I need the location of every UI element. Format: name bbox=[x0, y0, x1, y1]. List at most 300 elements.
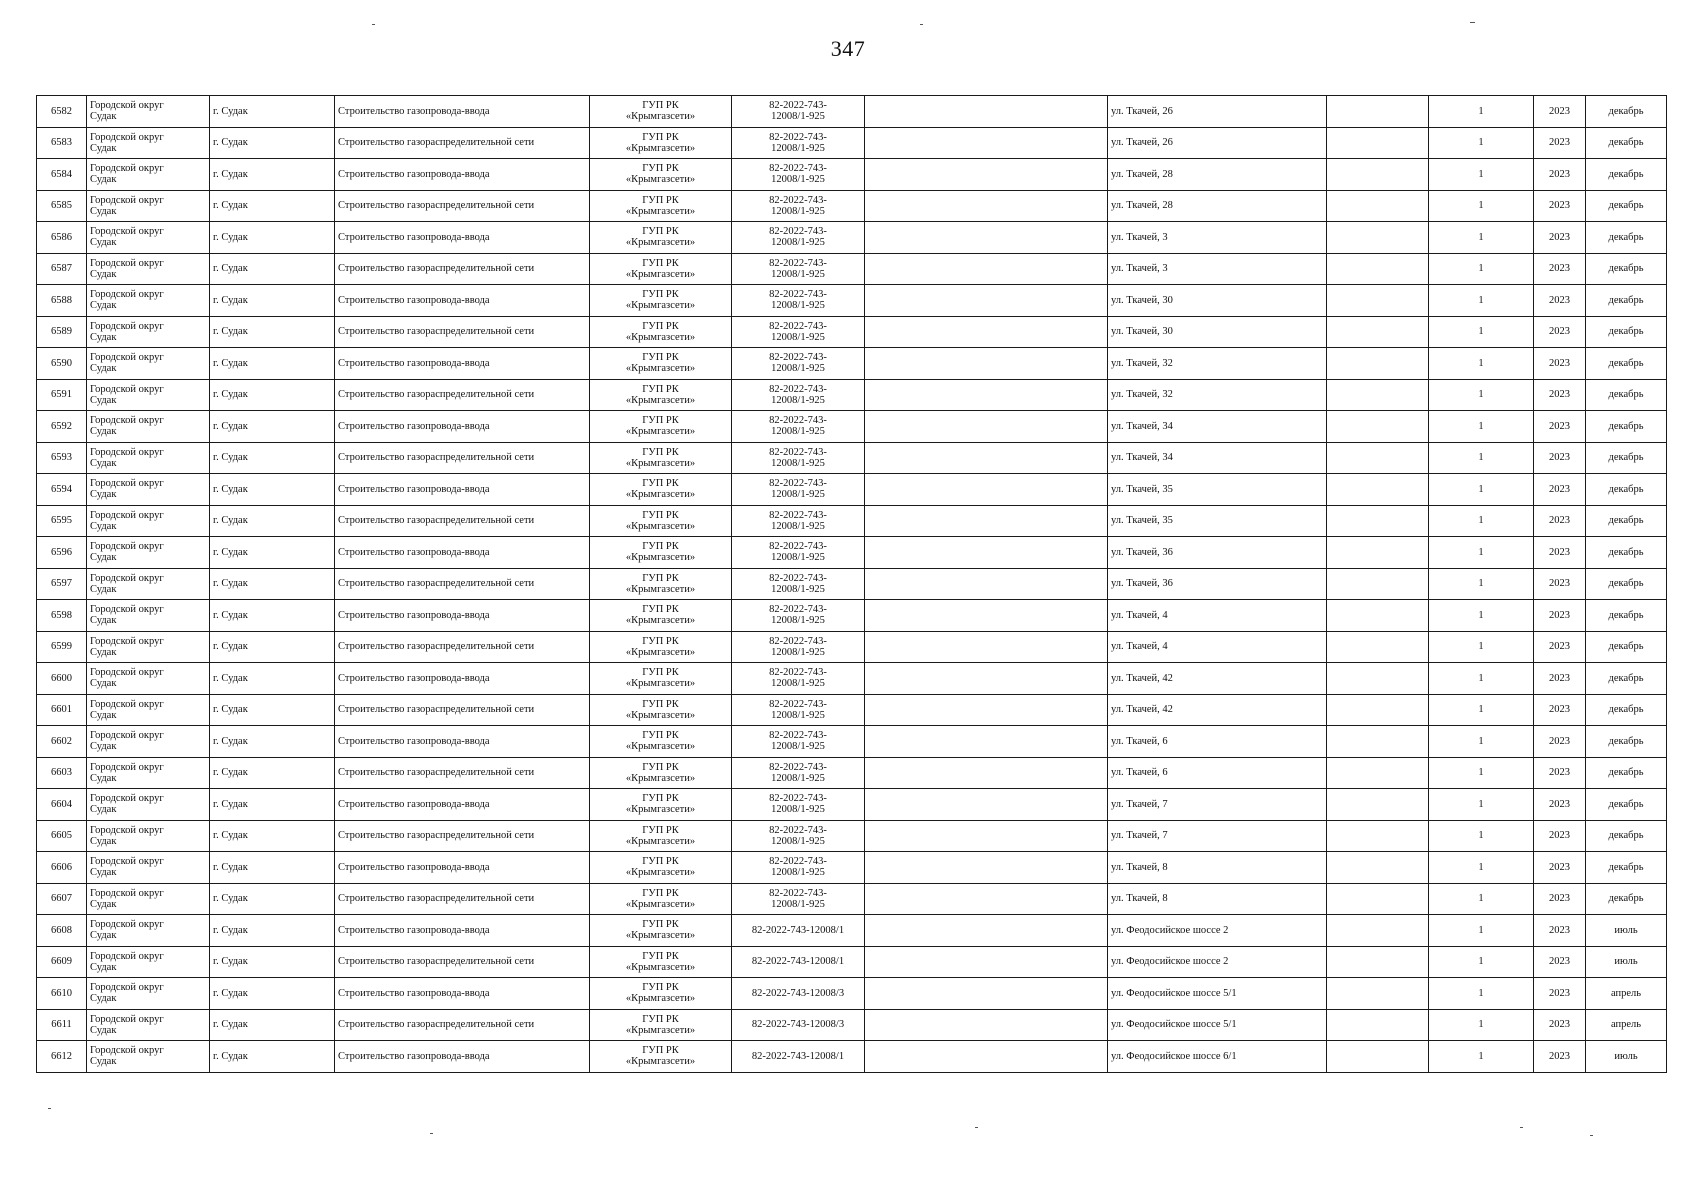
cadastral-number-cell bbox=[732, 600, 865, 632]
cadastral-number-cell bbox=[732, 726, 865, 758]
year-cell: 2023 bbox=[1534, 1041, 1586, 1073]
cadastral-number-cell bbox=[732, 631, 865, 663]
scan-speck bbox=[1590, 1135, 1593, 1136]
organization-cell bbox=[590, 820, 732, 852]
organization-cell-line: «Крымгазсети» bbox=[625, 772, 696, 784]
table-row bbox=[37, 127, 1667, 159]
organization-cell-line: «Крымгазсети» bbox=[625, 961, 696, 973]
month-cell: июль bbox=[1586, 915, 1667, 947]
scan-speck bbox=[920, 24, 923, 25]
cadastral-number-cell bbox=[732, 285, 865, 317]
district-cell bbox=[87, 1009, 210, 1041]
district-cell-line: Городской округ bbox=[90, 761, 164, 773]
organization-cell bbox=[590, 757, 732, 789]
cadastral-number-cell-line: 12008/1-925 bbox=[771, 772, 825, 784]
empty-cell bbox=[1327, 127, 1429, 159]
organization-cell-line: «Крымгазсети» bbox=[625, 709, 696, 721]
cadastral-number-cell bbox=[732, 442, 865, 474]
district-cell-line: Судак bbox=[90, 520, 117, 532]
work-type-cell: Строительство газораспределительной сети bbox=[335, 1009, 590, 1041]
address-cell: ул. Ткачей, 42 bbox=[1108, 694, 1327, 726]
organization-cell-line: «Крымгазсети» bbox=[625, 646, 696, 658]
organization-cell-line: «Крымгазсети» bbox=[625, 489, 696, 501]
empty-cell bbox=[865, 379, 1108, 411]
quantity-cell: 1 bbox=[1429, 505, 1534, 537]
organization-cell bbox=[590, 379, 732, 411]
cadastral-number-cell-line: 12008/1-925 bbox=[771, 111, 825, 123]
month-cell: апрель bbox=[1586, 978, 1667, 1010]
cadastral-number-cell-line: 12008/1-925 bbox=[771, 678, 825, 690]
month-cell: декабрь bbox=[1586, 411, 1667, 443]
organization-cell bbox=[590, 1009, 732, 1041]
row-number-cell: 6612 bbox=[37, 1041, 87, 1073]
empty-cell bbox=[1327, 726, 1429, 758]
work-type-cell: Строительство газопровода-ввода bbox=[335, 411, 590, 443]
cadastral-number-cell-line: 12008/1-925 bbox=[771, 142, 825, 154]
year-cell: 2023 bbox=[1534, 568, 1586, 600]
organization-cell-line: ГУП РК bbox=[642, 950, 679, 962]
district-cell-line: Судак bbox=[90, 709, 117, 721]
quantity-cell: 1 bbox=[1429, 726, 1534, 758]
row-number-cell: 6591 bbox=[37, 379, 87, 411]
cadastral-number-cell-line: 12008/1-925 bbox=[771, 426, 825, 438]
organization-cell-line: ГУП РК bbox=[642, 383, 679, 395]
month-cell: июль bbox=[1586, 1041, 1667, 1073]
organization-cell bbox=[590, 978, 732, 1010]
cadastral-number-cell-line: 12008/1-925 bbox=[771, 268, 825, 280]
district-cell-line: Городской округ bbox=[90, 446, 164, 458]
district-cell-line: Городской округ bbox=[90, 352, 164, 364]
district-cell-line: Городской округ bbox=[90, 793, 164, 805]
district-cell-line: Судак bbox=[90, 426, 117, 438]
empty-cell bbox=[865, 537, 1108, 569]
organization-cell-line: ГУП РК bbox=[642, 572, 679, 584]
cadastral-number-cell bbox=[732, 568, 865, 600]
city-cell: г. Судак bbox=[210, 631, 335, 663]
work-type-cell: Строительство газораспределительной сети bbox=[335, 190, 590, 222]
empty-cell bbox=[865, 411, 1108, 443]
empty-cell bbox=[865, 348, 1108, 380]
work-type-cell: Строительство газораспределительной сети bbox=[335, 442, 590, 474]
table-row bbox=[37, 379, 1667, 411]
year-cell: 2023 bbox=[1534, 505, 1586, 537]
empty-cell bbox=[865, 946, 1108, 978]
organization-cell-line: ГУП РК bbox=[642, 604, 679, 616]
row-number-cell: 6582 bbox=[37, 96, 87, 128]
cadastral-number-cell-line: 82-2022-743- bbox=[769, 446, 827, 458]
empty-cell bbox=[1327, 1009, 1429, 1041]
cadastral-number-cell-line: 82-2022-743- bbox=[769, 257, 827, 269]
district-cell bbox=[87, 159, 210, 191]
month-cell: декабрь bbox=[1586, 442, 1667, 474]
month-cell: декабрь bbox=[1586, 568, 1667, 600]
district-cell-line: Судак bbox=[90, 583, 117, 595]
cadastral-number-cell bbox=[732, 316, 865, 348]
table-row bbox=[37, 537, 1667, 569]
cadastral-number-cell-line: 82-2022-743- bbox=[769, 635, 827, 647]
quantity-cell: 1 bbox=[1429, 316, 1534, 348]
year-cell: 2023 bbox=[1534, 411, 1586, 443]
cadastral-number-cell-line: 82-2022-743- bbox=[769, 100, 827, 112]
city-cell: г. Судак bbox=[210, 442, 335, 474]
empty-cell bbox=[1327, 285, 1429, 317]
district-cell bbox=[87, 663, 210, 695]
district-cell bbox=[87, 789, 210, 821]
year-cell: 2023 bbox=[1534, 631, 1586, 663]
district-cell-line: Судак bbox=[90, 930, 117, 942]
city-cell: г. Судак bbox=[210, 663, 335, 695]
organization-cell-line: «Крымгазсети» bbox=[625, 363, 696, 375]
organization-cell bbox=[590, 316, 732, 348]
cadastral-number-cell bbox=[732, 253, 865, 285]
cadastral-number-cell-line: 82-2022-743- bbox=[769, 509, 827, 521]
empty-cell bbox=[865, 915, 1108, 947]
district-cell-line: Судак bbox=[90, 741, 117, 753]
city-cell: г. Судак bbox=[210, 978, 335, 1010]
city-cell: г. Судак bbox=[210, 726, 335, 758]
table-row bbox=[37, 222, 1667, 254]
quantity-cell: 1 bbox=[1429, 568, 1534, 600]
cadastral-number-cell bbox=[732, 694, 865, 726]
month-cell: декабрь bbox=[1586, 537, 1667, 569]
address-cell: ул. Феодосийское шоссе 6/1 bbox=[1108, 1041, 1327, 1073]
quantity-cell: 1 bbox=[1429, 820, 1534, 852]
district-cell-line: Судак bbox=[90, 237, 117, 249]
district-cell-line: Судак bbox=[90, 646, 117, 658]
organization-cell bbox=[590, 127, 732, 159]
address-cell: ул. Ткачей, 4 bbox=[1108, 600, 1327, 632]
row-number-cell: 6606 bbox=[37, 852, 87, 884]
organization-cell bbox=[590, 253, 732, 285]
address-cell: ул. Ткачей, 3 bbox=[1108, 253, 1327, 285]
district-cell bbox=[87, 537, 210, 569]
organization-cell bbox=[590, 285, 732, 317]
cadastral-number-cell bbox=[732, 757, 865, 789]
district-cell bbox=[87, 474, 210, 506]
empty-cell bbox=[1327, 190, 1429, 222]
work-type-cell: Строительство газопровода-ввода bbox=[335, 222, 590, 254]
organization-cell-line: «Крымгазсети» bbox=[625, 174, 696, 186]
district-cell-line: Городской округ bbox=[90, 824, 164, 836]
empty-cell bbox=[1327, 96, 1429, 128]
empty-cell bbox=[1327, 379, 1429, 411]
month-cell: декабрь bbox=[1586, 222, 1667, 254]
month-cell: декабрь bbox=[1586, 663, 1667, 695]
district-cell bbox=[87, 568, 210, 600]
table-row bbox=[37, 631, 1667, 663]
district-cell bbox=[87, 127, 210, 159]
organization-cell-line: «Крымгазсети» bbox=[625, 898, 696, 910]
organization-cell bbox=[590, 222, 732, 254]
district-cell-line: Судак bbox=[90, 615, 117, 627]
district-cell-line: Городской округ bbox=[90, 698, 164, 710]
empty-cell bbox=[865, 442, 1108, 474]
quantity-cell: 1 bbox=[1429, 96, 1534, 128]
work-type-cell: Строительство газораспределительной сети bbox=[335, 820, 590, 852]
city-cell: г. Судак bbox=[210, 820, 335, 852]
table-row bbox=[37, 253, 1667, 285]
table-row bbox=[37, 159, 1667, 191]
cadastral-number-cell bbox=[732, 820, 865, 852]
empty-cell bbox=[1327, 348, 1429, 380]
organization-cell bbox=[590, 946, 732, 978]
empty-cell bbox=[1327, 600, 1429, 632]
organization-cell bbox=[590, 505, 732, 537]
district-cell-line: Городской округ bbox=[90, 289, 164, 301]
month-cell: апрель bbox=[1586, 1009, 1667, 1041]
empty-cell bbox=[1327, 883, 1429, 915]
cadastral-number-cell-line: 82-2022-743- bbox=[769, 761, 827, 773]
table-body bbox=[37, 96, 1667, 1073]
row-number-cell: 6593 bbox=[37, 442, 87, 474]
year-cell: 2023 bbox=[1534, 159, 1586, 191]
month-cell: декабрь bbox=[1586, 96, 1667, 128]
empty-cell bbox=[865, 883, 1108, 915]
year-cell: 2023 bbox=[1534, 789, 1586, 821]
quantity-cell: 1 bbox=[1429, 285, 1534, 317]
empty-cell bbox=[1327, 411, 1429, 443]
district-cell-line: Судак bbox=[90, 835, 117, 847]
organization-cell-line: ГУП РК bbox=[642, 415, 679, 427]
organization-cell-line: «Крымгазсети» bbox=[625, 1024, 696, 1036]
district-cell-line: Судак bbox=[90, 993, 117, 1005]
district-cell-line: Судак bbox=[90, 1056, 117, 1068]
quantity-cell: 1 bbox=[1429, 1009, 1534, 1041]
work-type-cell: Строительство газопровода-ввода bbox=[335, 1041, 590, 1073]
cadastral-number-cell bbox=[732, 222, 865, 254]
year-cell: 2023 bbox=[1534, 442, 1586, 474]
district-cell-line: Городской округ bbox=[90, 856, 164, 868]
cadastral-number-cell-line: 82-2022-743- bbox=[769, 383, 827, 395]
district-cell bbox=[87, 978, 210, 1010]
district-cell-line: Судак bbox=[90, 268, 117, 280]
address-cell: ул. Ткачей, 26 bbox=[1108, 127, 1327, 159]
quantity-cell: 1 bbox=[1429, 348, 1534, 380]
work-type-cell: Строительство газопровода-ввода bbox=[335, 978, 590, 1010]
organization-cell-line: ГУП РК bbox=[642, 509, 679, 521]
organization-cell-line: ГУП РК bbox=[642, 856, 679, 868]
empty-cell bbox=[865, 222, 1108, 254]
address-cell: ул. Ткачей, 36 bbox=[1108, 537, 1327, 569]
address-cell: ул. Ткачей, 32 bbox=[1108, 348, 1327, 380]
cadastral-number-cell-line: 12008/1-925 bbox=[771, 835, 825, 847]
row-number-cell: 6603 bbox=[37, 757, 87, 789]
cadastral-number-cell-line: 12008/1-925 bbox=[771, 520, 825, 532]
address-cell: ул. Ткачей, 35 bbox=[1108, 474, 1327, 506]
empty-cell bbox=[1327, 915, 1429, 947]
quantity-cell: 1 bbox=[1429, 159, 1534, 191]
district-cell-line: Судак bbox=[90, 678, 117, 690]
table-row bbox=[37, 663, 1667, 695]
table-row bbox=[37, 694, 1667, 726]
scan-speck bbox=[1520, 1127, 1523, 1128]
district-cell-line: Городской округ bbox=[90, 667, 164, 679]
city-cell: г. Судак bbox=[210, 96, 335, 128]
city-cell: г. Судак bbox=[210, 348, 335, 380]
cadastral-number-cell bbox=[732, 190, 865, 222]
organization-cell-line: ГУП РК bbox=[642, 635, 679, 647]
cadastral-number-cell bbox=[732, 127, 865, 159]
year-cell: 2023 bbox=[1534, 1009, 1586, 1041]
organization-cell bbox=[590, 631, 732, 663]
organization-cell-line: ГУП РК bbox=[642, 131, 679, 143]
table-row bbox=[37, 978, 1667, 1010]
month-cell: декабрь bbox=[1586, 253, 1667, 285]
table-row bbox=[37, 316, 1667, 348]
cadastral-number-cell: 82-2022-743-12008/3 bbox=[732, 978, 865, 1010]
cadastral-number-cell-line: 82-2022-743- bbox=[769, 352, 827, 364]
city-cell: г. Судак bbox=[210, 505, 335, 537]
month-cell: декабрь bbox=[1586, 285, 1667, 317]
district-cell-line: Городской округ bbox=[90, 163, 164, 175]
city-cell: г. Судак bbox=[210, 190, 335, 222]
empty-cell bbox=[865, 285, 1108, 317]
year-cell: 2023 bbox=[1534, 726, 1586, 758]
empty-cell bbox=[1327, 631, 1429, 663]
organization-cell-line: ГУП РК bbox=[642, 824, 679, 836]
organization-cell-line: «Крымгазсети» bbox=[625, 331, 696, 343]
district-cell bbox=[87, 190, 210, 222]
cadastral-number-cell: 82-2022-743-12008/1 bbox=[732, 915, 865, 947]
address-cell: ул. Феодосийское шоссе 5/1 bbox=[1108, 1009, 1327, 1041]
empty-cell bbox=[1327, 474, 1429, 506]
district-cell bbox=[87, 915, 210, 947]
organization-cell-line: ГУП РК bbox=[642, 667, 679, 679]
empty-cell bbox=[865, 253, 1108, 285]
scan-speck bbox=[975, 1127, 978, 1128]
organization-cell-line: «Крымгазсети» bbox=[625, 457, 696, 469]
organization-cell-line: «Крымгазсети» bbox=[625, 741, 696, 753]
organization-cell bbox=[590, 568, 732, 600]
month-cell: декабрь bbox=[1586, 474, 1667, 506]
year-cell: 2023 bbox=[1534, 820, 1586, 852]
month-cell: июль bbox=[1586, 946, 1667, 978]
table-row bbox=[37, 726, 1667, 758]
empty-cell bbox=[865, 600, 1108, 632]
cadastral-number-cell-line: 82-2022-743- bbox=[769, 163, 827, 175]
organization-cell-line: «Крымгазсети» bbox=[625, 993, 696, 1005]
district-cell-line: Судак bbox=[90, 961, 117, 973]
address-cell: ул. Ткачей, 8 bbox=[1108, 852, 1327, 884]
empty-cell bbox=[1327, 1041, 1429, 1073]
city-cell: г. Судак bbox=[210, 222, 335, 254]
address-cell: ул. Ткачей, 32 bbox=[1108, 379, 1327, 411]
cadastral-number-cell-line: 82-2022-743- bbox=[769, 131, 827, 143]
organization-cell-line: ГУП РК bbox=[642, 289, 679, 301]
organization-cell bbox=[590, 789, 732, 821]
organization-cell-line: ГУП РК bbox=[642, 1013, 679, 1025]
city-cell: г. Судак bbox=[210, 852, 335, 884]
organization-cell-line: ГУП РК bbox=[642, 257, 679, 269]
cadastral-number-cell-line: 12008/1-925 bbox=[771, 615, 825, 627]
row-number-cell: 6611 bbox=[37, 1009, 87, 1041]
quantity-cell: 1 bbox=[1429, 663, 1534, 695]
organization-cell-line: «Крымгазсети» bbox=[625, 300, 696, 312]
work-type-cell: Строительство газопровода-ввода bbox=[335, 159, 590, 191]
cadastral-number-cell-line: 82-2022-743- bbox=[769, 572, 827, 584]
address-cell: ул. Ткачей, 4 bbox=[1108, 631, 1327, 663]
row-number-cell: 6586 bbox=[37, 222, 87, 254]
district-cell-line: Судак bbox=[90, 772, 117, 784]
table-row bbox=[37, 600, 1667, 632]
cadastral-number-cell-line: 12008/1-925 bbox=[771, 300, 825, 312]
cadastral-number-cell-line: 82-2022-743- bbox=[769, 604, 827, 616]
address-cell: ул. Феодосийское шоссе 2 bbox=[1108, 946, 1327, 978]
month-cell: декабрь bbox=[1586, 159, 1667, 191]
district-cell bbox=[87, 222, 210, 254]
cadastral-number-cell bbox=[732, 883, 865, 915]
row-number-cell: 6587 bbox=[37, 253, 87, 285]
empty-cell bbox=[1327, 159, 1429, 191]
quantity-cell: 1 bbox=[1429, 1041, 1534, 1073]
row-number-cell: 6600 bbox=[37, 663, 87, 695]
year-cell: 2023 bbox=[1534, 915, 1586, 947]
empty-cell bbox=[865, 474, 1108, 506]
year-cell: 2023 bbox=[1534, 600, 1586, 632]
district-cell bbox=[87, 852, 210, 884]
month-cell: декабрь bbox=[1586, 820, 1667, 852]
scan-speck bbox=[48, 1108, 51, 1109]
district-cell bbox=[87, 285, 210, 317]
work-type-cell: Строительство газораспределительной сети bbox=[335, 253, 590, 285]
district-cell-line: Городской округ bbox=[90, 320, 164, 332]
cadastral-number-cell-line: 12008/1-925 bbox=[771, 741, 825, 753]
organization-cell bbox=[590, 190, 732, 222]
row-number-cell: 6592 bbox=[37, 411, 87, 443]
row-number-cell: 6607 bbox=[37, 883, 87, 915]
district-cell-line: Городской округ bbox=[90, 604, 164, 616]
address-cell: ул. Ткачей, 34 bbox=[1108, 411, 1327, 443]
cadastral-number-cell: 82-2022-743-12008/1 bbox=[732, 946, 865, 978]
organization-cell-line: ГУП РК bbox=[642, 1045, 679, 1057]
city-cell: г. Судак bbox=[210, 285, 335, 317]
cadastral-number-cell-line: 12008/1-925 bbox=[771, 898, 825, 910]
table-row bbox=[37, 883, 1667, 915]
organization-cell-line: «Крымгазсети» bbox=[625, 268, 696, 280]
organization-cell bbox=[590, 348, 732, 380]
organization-cell-line: ГУП РК bbox=[642, 352, 679, 364]
table-row bbox=[37, 789, 1667, 821]
address-cell: ул. Ткачей, 30 bbox=[1108, 316, 1327, 348]
city-cell: г. Судак bbox=[210, 1041, 335, 1073]
empty-cell bbox=[865, 568, 1108, 600]
empty-cell bbox=[1327, 789, 1429, 821]
district-cell bbox=[87, 631, 210, 663]
cadastral-number-cell-line: 12008/1-925 bbox=[771, 174, 825, 186]
quantity-cell: 1 bbox=[1429, 789, 1534, 821]
row-number-cell: 6598 bbox=[37, 600, 87, 632]
address-cell: ул. Феодосийское шоссе 5/1 bbox=[1108, 978, 1327, 1010]
year-cell: 2023 bbox=[1534, 316, 1586, 348]
district-cell-line: Городской округ bbox=[90, 982, 164, 994]
table-row bbox=[37, 568, 1667, 600]
district-cell bbox=[87, 600, 210, 632]
city-cell: г. Судак bbox=[210, 474, 335, 506]
organization-cell-line: ГУП РК bbox=[642, 982, 679, 994]
row-number-cell: 6595 bbox=[37, 505, 87, 537]
month-cell: декабрь bbox=[1586, 694, 1667, 726]
month-cell: декабрь bbox=[1586, 883, 1667, 915]
organization-cell-line: «Крымгазсети» bbox=[625, 142, 696, 154]
cadastral-number-cell: 82-2022-743-12008/3 bbox=[732, 1009, 865, 1041]
table-row bbox=[37, 348, 1667, 380]
address-cell: ул. Ткачей, 7 bbox=[1108, 789, 1327, 821]
cadastral-number-cell-line: 82-2022-743- bbox=[769, 856, 827, 868]
row-number-cell: 6601 bbox=[37, 694, 87, 726]
work-type-cell: Строительство газораспределительной сети bbox=[335, 505, 590, 537]
organization-cell bbox=[590, 96, 732, 128]
month-cell: декабрь bbox=[1586, 190, 1667, 222]
